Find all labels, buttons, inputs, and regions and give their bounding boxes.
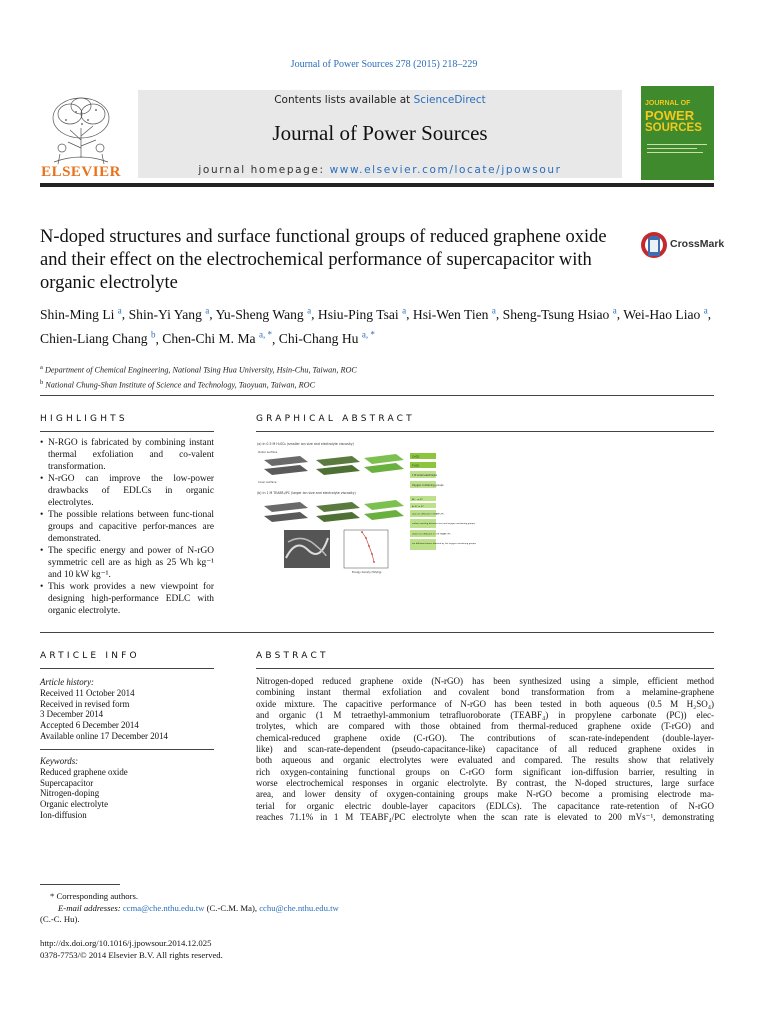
crossmark-label: CrossMark bbox=[670, 238, 725, 250]
email-label: E-mail addresses: bbox=[58, 903, 121, 913]
author-name[interactable]: Wei-Hao Liao $^a$ bbox=[623, 305, 708, 322]
history-item: 3 December 2014 bbox=[40, 709, 104, 720]
history-item: Received in revised form bbox=[40, 698, 130, 709]
homepage-link[interactable]: www.elsevier.com/locate/jpowsour bbox=[329, 164, 562, 176]
contents-prefix: Contents lists available at bbox=[274, 94, 411, 106]
abstract-rule bbox=[256, 668, 714, 669]
author-list: Shin-Ming Li $^a$, Shin-Yi Yang $^a$, Yu-Sheng Wang $^a$, Hsiu-Ping Tsai $^a$, Hsi-Wen Tien $^a$, Sheng-Tsung Hsiao $^a$, Wei-Hao Liao $^a$, Chien-Liang Chang $^b$, Chen-Chi M. Ma $^{a, *}$, Chi-Chang Hu $^{a, *}$ bbox=[40, 305, 712, 347]
ga-inner-surface-a: Inner surface bbox=[258, 480, 277, 484]
highlight-item: • The specific energy and power of N-rGO symmetric cell are as high as 25 Wh kg⁻¹ and 10 kW kg⁻¹. bbox=[40, 545, 214, 581]
history-item: Accepted 6 December 2014 bbox=[40, 720, 139, 731]
affiliations bbox=[40, 362, 720, 391]
history-item: Received 11 October 2014 bbox=[40, 687, 135, 698]
header-rule bbox=[40, 183, 714, 187]
doi-link[interactable]: http://dx.doi.org/10.1016/j.jpowsour.2014.12.025 bbox=[40, 938, 212, 948]
author-name[interactable]: Sheng-Tsung Hsiao $^a$ bbox=[502, 305, 617, 322]
ga-plot-xlabel: Energy density (Wh/kg) bbox=[352, 571, 382, 574]
author-name[interactable]: Shin-Ming Li $^a$ bbox=[40, 305, 122, 322]
journal-reference[interactable]: Journal of Power Sources 278 (2015) 218–229 bbox=[290, 59, 478, 70]
article-info-heading: ARTICLE INFO bbox=[40, 651, 140, 661]
highlight-item: • N-rGO can improve the low-power drawbacks of EDLCs in organic electrolytes. bbox=[40, 473, 214, 509]
ga-legend-b-1: BF₄⁻ or PC bbox=[412, 498, 423, 501]
journal-homepage bbox=[138, 164, 622, 176]
article-info-rule bbox=[40, 668, 214, 669]
cover-title-sources: SOURCES bbox=[645, 122, 702, 134]
ga-panel-a-label: (a) In 0.5 M H₂SO₄ (smaller ion size and electrolyte viscosity) bbox=[257, 442, 354, 446]
highlight-item: • N-RGO is fabricated by combining instant thermal exfoliation and co-valent transformation. bbox=[40, 437, 214, 473]
author-affiliation-mark[interactable]: a, * bbox=[258, 329, 272, 340]
author-affiliation-mark[interactable]: a bbox=[117, 305, 122, 315]
contents-line bbox=[138, 94, 622, 106]
crossmark-icon bbox=[639, 230, 669, 260]
author-affiliation-mark[interactable]: a bbox=[307, 305, 312, 315]
section-rule bbox=[40, 395, 714, 396]
abstract-line: reaches 71.1% in 1 M TEABF₄/PC electrolyte when the scan rate is elevated to 200 mVs⁻¹, demonstrating bbox=[256, 812, 714, 823]
sciencedirect-link[interactable]: ScienceDirect bbox=[413, 94, 486, 106]
author-affiliation-mark[interactable]: a bbox=[612, 305, 617, 315]
author-name[interactable]: Chien-Liang Chang $^b$ bbox=[40, 329, 156, 347]
homepage-prefix: journal homepage: bbox=[198, 164, 325, 176]
graphical-abstract-heading: GRAPHICAL ABSTRACT bbox=[256, 414, 415, 424]
history-item: Available online 17 December 2014 bbox=[40, 730, 168, 741]
author-name[interactable]: Hsi-Wen Tien $^a$ bbox=[412, 305, 496, 322]
keywords-rule bbox=[40, 749, 214, 750]
keyword-item[interactable]: Ion-diffusion bbox=[40, 809, 87, 820]
author-affiliation-mark[interactable]: a bbox=[205, 305, 210, 315]
article-title: N-doped structures and surface functional groups of reduced graphene oxide and their effect on the electrochemical performance of supercapacitor with organic electrolyte bbox=[40, 227, 607, 293]
author-name[interactable]: Chen-Chi M. Ma $^{a, *}$ bbox=[162, 329, 272, 347]
author-affiliation-mark[interactable]: a bbox=[402, 305, 407, 315]
footnote-rule bbox=[40, 884, 120, 885]
abstract-line: rich oxygen-containing functional groups on C-rGO form significant ion-diffusion barrier, resulting in bbox=[256, 766, 714, 777]
author-affiliation-mark[interactable]: a bbox=[491, 305, 496, 315]
author-affiliation-mark[interactable]: a bbox=[703, 305, 708, 315]
abstract-text bbox=[256, 676, 714, 823]
abstract-heading: ABSTRACT bbox=[256, 651, 329, 661]
keyword-item[interactable]: Supercapacitor bbox=[40, 777, 94, 788]
ga-legend-b-2: Et₄N⁺ or PC bbox=[412, 505, 424, 508]
keyword-item[interactable]: Organic electrolyte bbox=[40, 799, 109, 810]
cover-title-power: POWER bbox=[645, 108, 695, 123]
highlights-list bbox=[40, 437, 214, 617]
keyword-item[interactable]: Reduced graphene oxide bbox=[40, 766, 128, 777]
abstract-line: worse electrochemical responses in organic electrolyte. By contrast, the N-doped structures, large surface bbox=[256, 778, 714, 789]
author-name[interactable]: Yu-Sheng Wang $^a$ bbox=[215, 305, 312, 322]
email-owner-2: (C.-C. Hu). bbox=[40, 914, 80, 924]
abstract-line: like) and scan-rate-dependent (pseudo-capacitance-like) capacitance of all reduced graphene oxides in bbox=[256, 744, 714, 755]
highlights-heading: HIGHLIGHTS bbox=[40, 414, 128, 424]
crossmark-button[interactable] bbox=[639, 230, 729, 260]
author-affiliation-mark[interactable]: a, * bbox=[361, 329, 375, 340]
journal-title: Journal of Power Sources bbox=[272, 121, 488, 145]
publisher-name: ELSEVIER bbox=[41, 164, 121, 180]
highlights-rule bbox=[40, 431, 214, 432]
corresponding-authors: * Corresponding authors. bbox=[50, 891, 139, 901]
keywords-label: Keywords: bbox=[40, 756, 79, 766]
ga-legend-b-4: surface wetting between ions and oxygen containing groups bbox=[412, 523, 475, 525]
journal-cover bbox=[641, 86, 714, 180]
email-owner-1: (C.-C.M. Ma), bbox=[206, 903, 258, 913]
ga-legend-b-6: ion diffusion barrier blocked by the oxygen containing groups bbox=[412, 543, 476, 545]
highlight-item: • The possible relations between func-tional groups and capacitive perfor-mances are demonstrated. bbox=[40, 509, 214, 545]
email-link-2[interactable]: cchu@che.nthu.edu.tw bbox=[259, 903, 339, 913]
highlight-item: • This work provides a new viewpoint for designing high-performance EDLC with organic electrolyte. bbox=[40, 581, 214, 617]
graphical-abstract-figure bbox=[256, 438, 476, 580]
author-name[interactable]: Chi-Chang Hu $^{a, *}$ bbox=[278, 329, 375, 347]
keywords bbox=[40, 756, 214, 821]
affiliation-mark: b bbox=[40, 378, 44, 386]
abstract-line: chemical-reduced graphene oxide (C-rGO). The contributions of scan-rate-independent (double-layer- bbox=[256, 732, 714, 743]
affiliation-item: $^a$ Department of Chemical Engineering, National Tsing Hua University, Hsin-Chu, Taiwan, ROC bbox=[40, 364, 357, 375]
abstract-line: oxide mixture. The capacitive performance of N-rGO has been tested in both aqueous (0.5 M H₂SO₄) bbox=[256, 698, 714, 709]
ga-outer-surface-a: Outer surface bbox=[258, 450, 278, 454]
abstract-line: trolytes, which are compared with those obtained from thermal-reduced graphene oxide (T-rGO) and bbox=[256, 721, 714, 732]
abstract-line: combining instant thermal exfoliation and covalent bond transformation from a melamine-graphene bbox=[256, 687, 714, 698]
abstract-line: terial for organic electric double-layer capacitors (EDLCs). The capacitance rate-retention of N-rGO bbox=[256, 800, 714, 811]
abstract-line: area, and lower density of oxygen-containing groups make N-rGO become a promising electrode ma- bbox=[256, 789, 714, 800]
affiliation-mark: a bbox=[40, 364, 43, 371]
keyword-item[interactable]: Nitrogen-doping bbox=[40, 788, 100, 799]
article-history bbox=[40, 677, 214, 742]
author-affiliation-mark[interactable]: b bbox=[151, 329, 156, 340]
ga-legend-b-3: slow ion diffusion in TEABF₄/PC bbox=[412, 513, 445, 516]
ga-panel-b-label: (b) In 1 M TEABF₄/PC (larger ion size and electrolyte viscosity) bbox=[257, 491, 356, 495]
ga-legend-b-5: slower ion diffusion in 1 M TEABF₄/PC bbox=[412, 533, 451, 536]
section-rule-2 bbox=[40, 632, 714, 633]
email-line bbox=[58, 903, 339, 914]
copyright: 0378-7753/© 2014 Elsevier B.V. All rights reserved. bbox=[40, 950, 223, 960]
author-name[interactable]: Shin-Yi Yang $^a$ bbox=[128, 305, 210, 322]
cover-title-small: JOURNAL OF bbox=[645, 100, 691, 107]
ga-legend-a-2: T-rGO bbox=[412, 464, 419, 468]
ga-legend-a-4: Oxygen containing groups bbox=[412, 484, 444, 487]
graphical-abstract-rule bbox=[256, 431, 714, 432]
ga-legend-a-1: C-rGO bbox=[412, 455, 420, 459]
author-name[interactable]: Hsiu-Ping Tsai $^a$ bbox=[317, 305, 407, 322]
abstract-line: and organic (1 M tetraethyl-ammonium tetrafluoroborate (TEABF₄) in propylene carbonate (PC)) elec- bbox=[256, 710, 714, 721]
email-link-1[interactable]: ccma@che.nthu.edu.tw bbox=[122, 903, 205, 913]
history-label: Article history: bbox=[40, 677, 94, 687]
abstract-line: both aqueous and organic electrolytes were evaluated and compared. The results show that relatively bbox=[256, 755, 714, 766]
ga-legend-a-3: 1 M small electrolyte bbox=[412, 474, 437, 477]
affiliation-item: $^b$ National Chung-Shan Institute of Science and Technology, Taoyuan, Taiwan, ROC bbox=[40, 378, 316, 390]
abstract-line: Nitrogen-doped reduced graphene oxide (N-rGO) has been synthesized using a simple, efficient method bbox=[256, 676, 714, 686]
